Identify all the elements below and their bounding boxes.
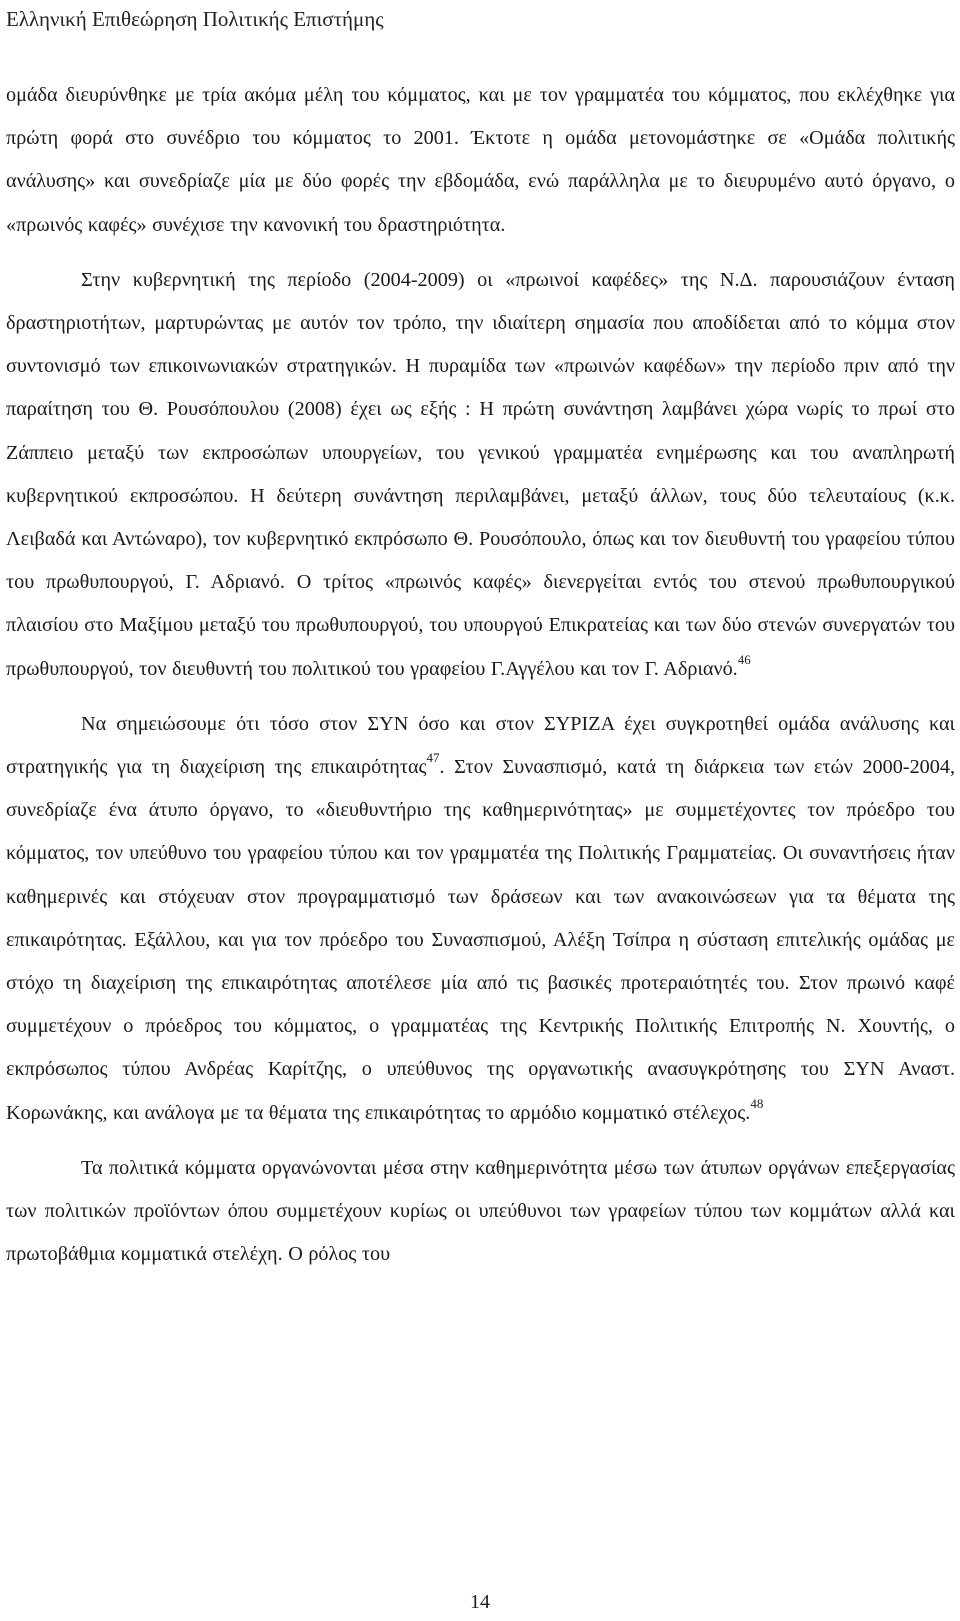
paragraph-continuation [6,74,955,247]
paragraph-syn-syriza [6,703,955,1135]
running-header: Ελληνική Επιθεώρηση Πολιτικής Επιστήμης [6,7,384,31]
paragraph-party-organisation [6,1147,955,1277]
footnote-ref-47[interactable]: 47 [426,750,440,766]
paragraph-text: Να σημειώσουμε ότι τόσο στον ΣΥΝ όσο και στον ΣΥΡΙΖΑ έχει συγκροτηθεί ομάδα ανάλυσης και στρατηγικής για τη διαχείριση της επικαιρότητας [6,712,955,779]
paragraph-nd-morning-coffee [6,259,955,691]
footnote-ref-48[interactable]: 48 [750,1095,764,1111]
paragraph-text: ομάδα διευρύνθηκε με τρία ακόμα μέλη του κόμματος, και με τον γραμματέα του κόμματος, που εκλέχθηκε για πρώτη φορά στο συνέδριο του κόμματος το 2001. Έκτοτε η ομάδα μετονομάστηκε σε «Ομάδα πολιτικής ανάλυσης» και συνεδρίαζε μία με δύο φορές την εβδομάδα, ενώ παράλληλα με το διευρυμένο αυτό όργανο, ο «πρωινός καφές» συνέχισε την κανονική του δραστηριότητα. [6,84,955,236]
paragraph-text: Στην κυβερνητική της περίοδο (2004-2009) οι «πρωινοί καφέδες» της Ν.Δ. παρουσιάζουν ένταση δραστηριοτήτων, μαρτυρώντας με αυτόν τον τρόπο, την ιδιαίτερη σημασία που αποδίδεται από το κόμμα στον συντονισμό των επικοινωνιακών στρατηγικών. Η πυραμίδα των «πρωινών καφέδων» την περίοδο πριν από την παραίτηση του Θ. Ρουσόπουλου (2008) έχει ως εξής : Η πρώτη συνάντηση λαμβάνει χώρα νωρίς το πρωί στο Ζάππειο μεταξύ των εκπροσώπων υπουργείων, του γενικού γραμματέα ενημέρωσης και του αναπληρωτή κυβερνητικού εκπροσώπου. Η δεύτερη συνάντηση περιλαμβάνει, μεταξύ άλλων, τους δύο τελευταίους (κ.κ. Λειβαδά και Αντώναρο), τον κυβερνητικό εκπρόσωπο Θ. Ρουσόπουλο, όπως και τον διευθυντή του γραφείου τύπου του πρωθυπουργού, Γ. Αδριανό. Ο τρίτος «πρωινός καφές» διενεργείται εντός του στενού πρωθυπουργικού πλαισίου στο Μαξίμου μεταξύ του πρωθυπουργού, του υπουργού Επικρατείας και των δύο στενών συνεργατών του πρωθυπουργού, τον διευθυντή του πολιτικού του γραφείου Γ.Αγγέλου και τον Γ. Αδριανό. [6,268,955,680]
paragraph-text: Τα πολιτικά κόμματα οργανώνονται μέσα στην καθημερινότητα μέσω των άτυπων οργάνων επεξεργασίας των πολιτικών προϊόντων όπου συμμετέχουν κυρίως οι υπεύθυνοι των γραφείων τύπου των κομμάτων αλλά και πρωτοβάθμια κομματικά στελέχη. Ο ρόλος του [6,1156,955,1266]
document-body [6,74,955,1288]
footnote-ref-46[interactable]: 46 [737,651,751,667]
paragraph-text-continued: . Στον Συνασπισμό, κατά τη διάρκεια των ετών 2000-2004, συνεδρίαζε ένα άτυπο όργανο, το «διευθυντήριο της καθημερινότητας» με συμμετέχοντες τον πρόεδρο του κόμματος, τον υπεύθυνο του γραφείου τύπου και τον γραμματέα της Πολιτικής Γραμματείας. Οι συναντήσεις ήταν καθημερινές και στόχευαν στον προγραμματισμό των δράσεων και των ανακοινώσεων για τα θέματα της επικαιρότητας. Εξάλλου, και για τον πρόεδρο του Συνασπισμού, Αλέξη Τσίπρα η σύσταση επιτελικής ομάδας με στόχο τη διαχείριση της επικαιρότητας αποτέλεσε μία από τις βασικές προτεραιότητές του. Στον πρωινό καφέ συμμετέχουν ο πρόεδρος του κόμματος, ο γραμματέας της Κεντρικής Πολιτικής Επιτροπής Ν. Χουντής, ο εκπρόσωπος τύπου Ανδρέας Καρίτζης, ο υπεύθυνος της οργανωτικής ανασυγκρότησης του ΣΥΝ Αναστ. Κορωνάκης, και ανάλογα με τα θέματα της επικαιρότητας το αρμόδιο κομματικό στέλεχος. [6,756,955,1124]
page-number: 14 [470,1591,490,1613]
